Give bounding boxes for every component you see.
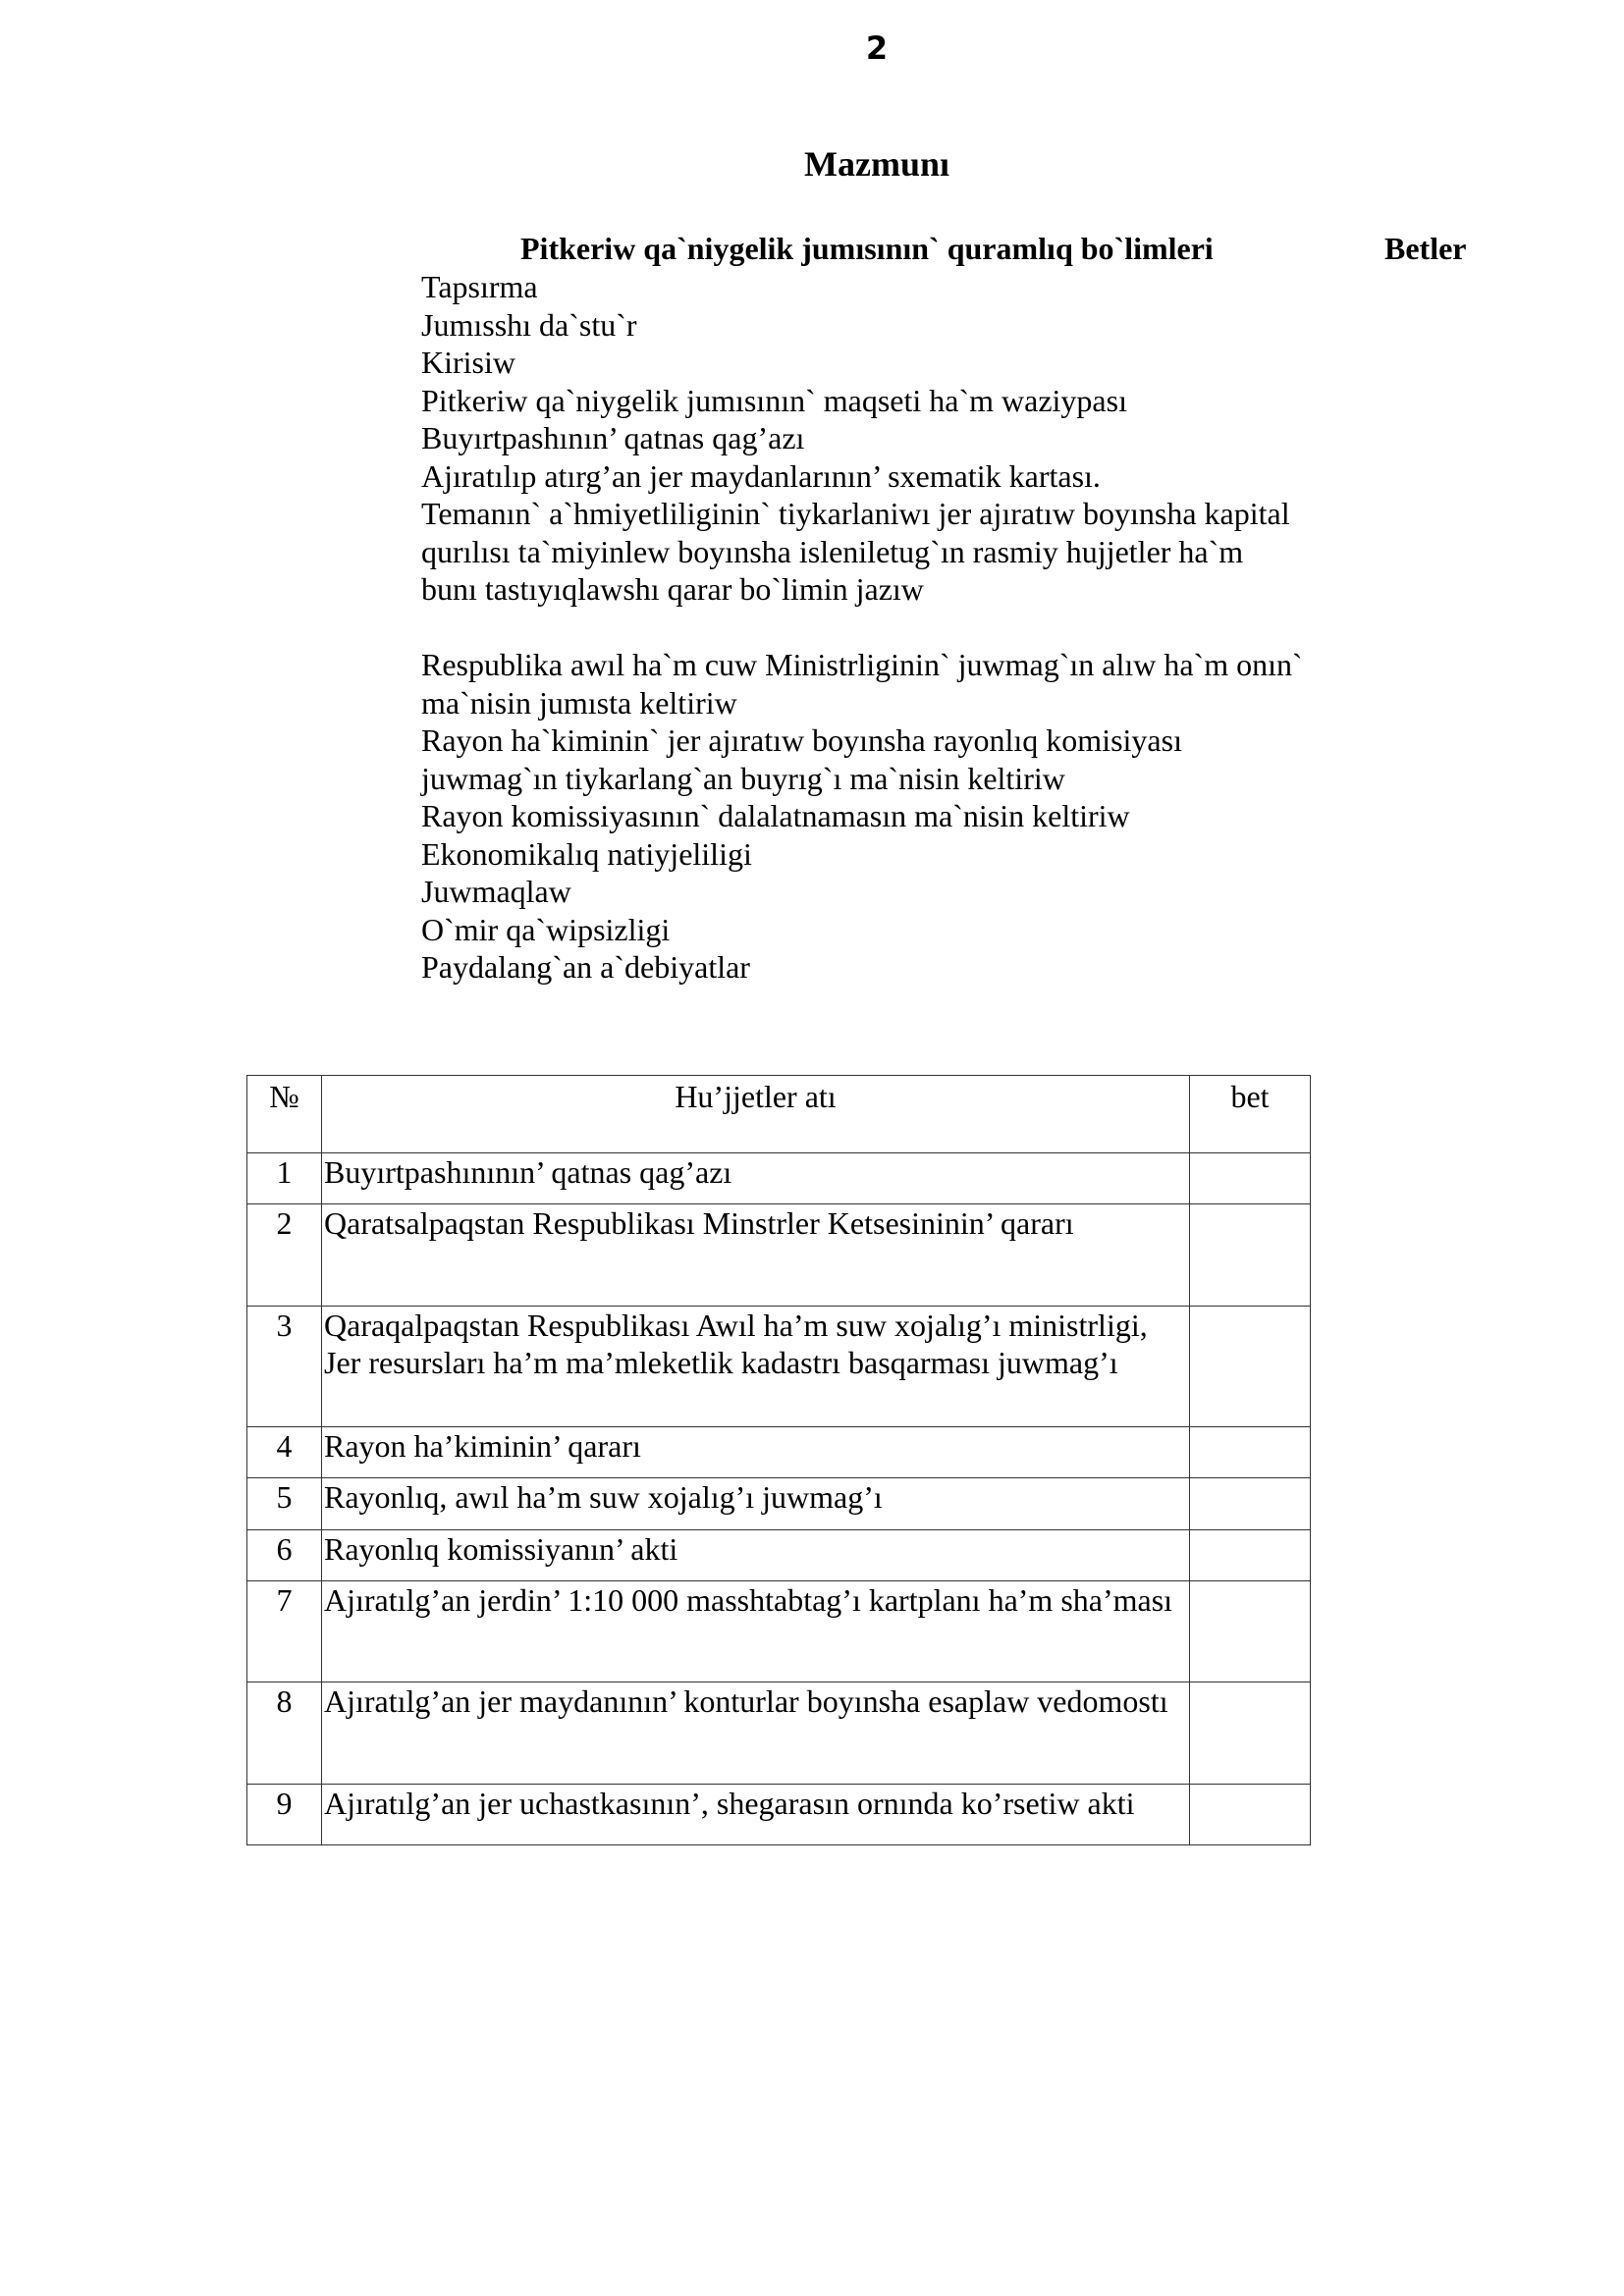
row-number: 7 xyxy=(247,1581,322,1682)
toc-line: ma`nisin jumısta keltiriw xyxy=(421,684,737,721)
toc-line: O`mir qa`wipsizligi xyxy=(421,911,671,947)
toc-line: qurılısı ta`miyinlew boyınsha isleniletug`ın rasmiy hujjetler ha`m xyxy=(421,533,1244,569)
row-page xyxy=(1190,1682,1311,1785)
row-document-name: Qaratsalpaqstan Respublikası Minstrler Ketsesininin’ qararı xyxy=(322,1204,1190,1307)
toc-line: Jumısshı da`stu`r xyxy=(421,306,637,343)
row-page xyxy=(1190,1307,1311,1427)
table-header-row xyxy=(247,1076,1311,1153)
table-row xyxy=(247,1682,1311,1785)
row-document-name: Buyırtpashınının’ qatnas qag’azı xyxy=(322,1153,1190,1204)
toc-line: juwmag`ın tiykarlang`an buyrıg`ı ma`nisin keltiriw xyxy=(421,760,1065,796)
row-number: 4 xyxy=(247,1427,322,1478)
row-number: 9 xyxy=(247,1785,322,1845)
table-row xyxy=(247,1581,1311,1682)
page-title: Mazmunı xyxy=(804,144,949,184)
row-document-name: Ajıratılg’an jer maydanının’ konturlar boyınsha esaplaw vedomostı xyxy=(322,1682,1190,1785)
row-document-name: Ajıratılg’an jer uchastkasının’, shegarasın ornında ko’rsetiw akti xyxy=(322,1785,1190,1845)
toc-line: Paydalang`an a`debiyatlar xyxy=(421,949,750,985)
documents-table xyxy=(246,1075,1311,1845)
row-document-name: Ajıratılg’an jerdin’ 1:10 000 masshtabtag’ı kartplanı ha’m sha’ması xyxy=(322,1581,1190,1682)
table-row xyxy=(247,1307,1311,1427)
table-row xyxy=(247,1478,1311,1530)
toc-heading: Pitkeriw qa`niygelik jumısının` quramlıq bo`limleri xyxy=(520,231,1214,266)
header-document-name: Hu’jjetler atı xyxy=(322,1076,1190,1153)
header-page: bet xyxy=(1190,1076,1311,1153)
row-page xyxy=(1190,1204,1311,1307)
row-page xyxy=(1190,1581,1311,1682)
table-row xyxy=(247,1204,1311,1307)
page-number: 2 xyxy=(865,29,889,67)
header-number: № xyxy=(247,1076,322,1153)
row-document-name: Rayon ha’kiminin’ qararı xyxy=(322,1427,1190,1478)
row-page xyxy=(1190,1785,1311,1845)
toc-line: Juwmaqlaw xyxy=(421,874,571,909)
row-number: 2 xyxy=(247,1204,322,1307)
toc-line: bunı tastıyıqlawshı qarar bo`limin jazıw xyxy=(421,571,924,607)
toc-pages-heading: Betler xyxy=(1384,231,1467,266)
toc-line: Pitkeriw qa`niygelik jumısının` maqseti ha`m waziypası xyxy=(421,382,1127,418)
toc-line: Rayon ha`kiminin` jer ajıratıw boyınsha rayonlıq komisiyası xyxy=(421,722,1182,758)
row-number: 6 xyxy=(247,1530,322,1581)
row-document-name: Rayonlıq, awıl ha’m suw xojalıg’ı juwmag’ı xyxy=(322,1478,1190,1530)
row-page xyxy=(1190,1478,1311,1530)
toc-line: Kirisiw xyxy=(421,345,515,380)
row-document-name: Rayonlıq komissiyanın’ akti xyxy=(322,1530,1190,1581)
row-number: 5 xyxy=(247,1478,322,1530)
toc-line: Respublika awıl ha`m cuw Ministrliginin` juwmag`ın alıw ha`m onın` xyxy=(421,647,1303,682)
toc-line: Buyırtpashının’ qatnas qag’azı xyxy=(421,420,805,455)
row-document-name: Qaraqalpaqstan Respublikası Awıl ha’m suw xojalıg’ı ministrligi, Jer resursları ha’m ma’mleketlik kadastrı basqarması juwmag’ı xyxy=(322,1307,1190,1427)
row-number: 1 xyxy=(247,1153,322,1204)
row-number: 8 xyxy=(247,1682,322,1785)
row-page xyxy=(1190,1153,1311,1204)
toc-line: Tapsırma xyxy=(421,269,538,304)
row-page xyxy=(1190,1427,1311,1478)
toc-line: Ajıratılıp atırg’an jer maydanlarının’ sxematik kartası. xyxy=(421,457,1101,494)
toc-line: Temanın` a`hmiyetliliginin` tiykarlaniwı jer ajıratıw boyınsha kapital xyxy=(421,496,1290,531)
toc-line: Rayon komissiyasının` dalalatnamasın ma`nisin keltiriw xyxy=(421,798,1130,833)
table-row xyxy=(247,1530,1311,1581)
table-row xyxy=(247,1427,1311,1478)
row-number: 3 xyxy=(247,1307,322,1427)
row-page xyxy=(1190,1530,1311,1581)
toc-line: Ekonomikalıq natiyjeliligi xyxy=(421,835,752,872)
table-row xyxy=(247,1785,1311,1845)
toc-list xyxy=(421,268,1364,987)
table-row xyxy=(247,1153,1311,1204)
